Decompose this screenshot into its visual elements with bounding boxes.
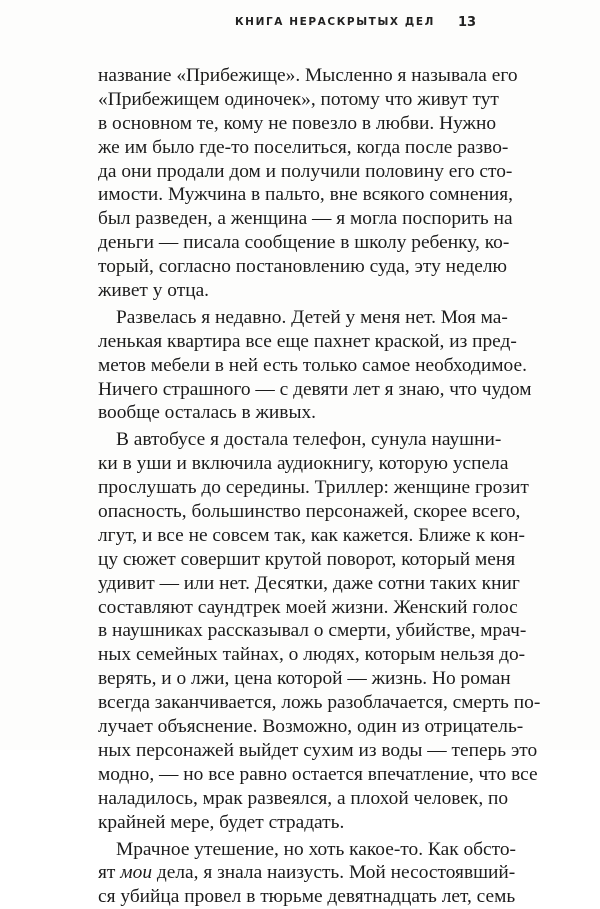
text-line: Мрачное утешение, но хоть какое-то. Как обсто- [98,838,484,862]
text-line: всегда заканчивается, ложь разоблачается, смерть по- [98,691,484,715]
text-line: ленькая квартира все еще пахнет краской, из пред- [98,330,484,354]
text-line: деньги — писала сообщение в школу ребенку, ко- [98,231,484,255]
text-line: ных семейных тайнах, о людях, которым нельзя до- [98,643,484,667]
text-line: живет у отца. [98,279,484,303]
running-header [0,16,600,36]
text-line: верять, и о лжи, цена которой — жизнь. Но роман [98,667,484,691]
text-line: в основном те, кому не повезло в любви. Нужно [98,112,484,136]
text-line: цу сюжет совершит крутой поворот, который меня [98,548,484,572]
text-line: да они продали дом и получили половину его сто- [98,160,484,184]
text-line: удивит — или нет. Десятки, даже сотни таких книг [98,572,484,596]
text-line: ят мои дела, я знала наизусть. Мой несостоявший- [98,861,484,885]
text-line: «Прибежищем одиночек», потому что живут тут [98,88,484,112]
running-header-title: КНИГА НЕРАСКРЫТЫХ ДЕЛ [235,16,435,28]
text-line: Ничего страшного — с девяти лет я знаю, что чудом [98,378,484,402]
text-line: В автобусе я достала телефон, сунула наушни- [98,428,484,452]
text-line: в наушниках рассказывал о смерти, убийстве, мрач- [98,619,484,643]
text-line: наладилось, мрак развеялся, а плохой человек, по [98,787,484,811]
text-line: модно, — но все равно остается впечатление, что все [98,763,484,787]
page-number: 13 [458,15,476,30]
text-line: опасность, большинство персонажей, скорее всего, [98,500,484,524]
text-line: ки в уши и включила аудиокнигу, которую успела [98,452,484,476]
text-line: же им было где-то поселиться, когда после разво- [98,136,484,160]
text-line: имости. Мужчина в пальто, вне всякого сомнения, [98,183,484,207]
text-line: ных персонажей выйдет сухим из воды — теперь это [98,739,484,763]
paragraph [98,838,484,909]
emphasis: мои [120,862,152,883]
text-line: название «Прибежище». Мысленно я называла его [98,64,484,88]
text-line: составляют саундтрек моей жизни. Женский голос [98,596,484,620]
text-line: лучает объяснение. Возможно, один из отрицатель- [98,715,484,739]
text-line: Развелась я недавно. Детей у меня нет. Моя ма- [98,306,484,330]
paragraph [98,306,484,425]
text-line: крайней мере, будет страдать. [98,811,484,835]
text-line: торый, согласно постановлению суда, эту неделю [98,255,484,279]
text-line: метов мебели в ней есть только самое необходимое. [98,354,484,378]
body-text [98,64,484,909]
text-line: прослушать до середины. Триллер: женщине грозит [98,476,484,500]
text-line: вообще осталась в живых. [98,401,484,425]
text-line: был разведен, а женщина — я могла поспорить на [98,207,484,231]
paragraph [98,64,484,303]
text-line: ся убийца провел в тюрьме девятнадцать лет, семь [98,885,484,909]
text-line: лгут, и все не совсем так, как кажется. Ближе к кон- [98,524,484,548]
paragraph [98,428,484,834]
